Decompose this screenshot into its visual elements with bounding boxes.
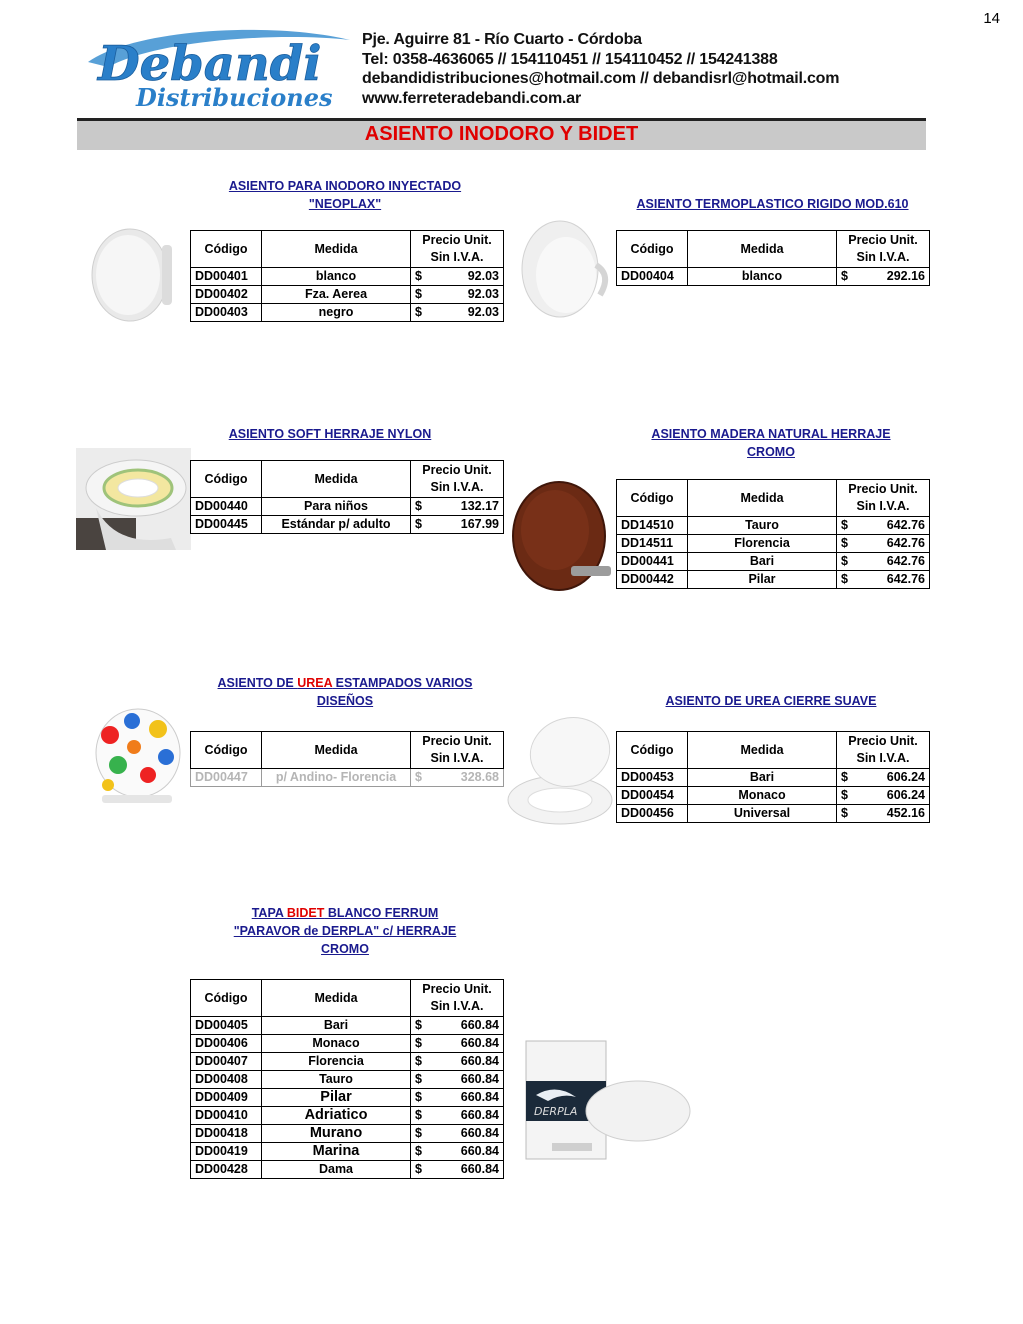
section-title-madera: ASIENTO MADERA NATURAL HERRAJE CROMO bbox=[651, 427, 891, 459]
seat-wood-image bbox=[505, 478, 617, 596]
website: www.ferreteradebandi.com.ar bbox=[362, 89, 581, 107]
price-table-termoplastico: Código Medida Precio Unit. Sin I.V.A. DD00404 blanco $ 292.16 bbox=[616, 230, 930, 286]
bidet-lid-box-image bbox=[522, 1035, 694, 1165]
price-table-bidet: Código Medida Precio Unit. Sin I.V.A. DD00405 Bari $ 660.84 DD00406 Monaco $ 660.84 DD00407 Florencia $ 660.84 DD00408 Tauro $ 660.84 DD00409 Pilar $ 660.84 DD00410 Adriatico $ 660.84 DD00418 Murano $ 660.84 DD00419 Marina $ 660.84 DD00428 Dama $ 660.84 bbox=[190, 979, 504, 1179]
table-row: DD00408 Tauro $ 660.84 bbox=[191, 1071, 504, 1089]
table-row: DD00456 Universal $ 452.16 bbox=[617, 805, 930, 823]
table-row: DD14510 Tauro $ 642.76 bbox=[617, 517, 930, 535]
table-row: DD00441 Bari $ 642.76 bbox=[617, 553, 930, 571]
seat-soft-close-image bbox=[500, 712, 618, 830]
seat-rigid-image bbox=[508, 215, 613, 325]
page-number: 14 bbox=[983, 10, 1000, 27]
table-row: DD00445 Estándar p/ adulto $ 167.99 bbox=[191, 516, 504, 534]
table-row: DD00418 Murano $ 660.84 bbox=[191, 1125, 504, 1143]
table-row: DD00428 Dama $ 660.84 bbox=[191, 1161, 504, 1179]
logo-sub-text: Distribuciones bbox=[136, 83, 333, 112]
price-table-neoplax bbox=[190, 230, 504, 322]
seat-white-image bbox=[84, 225, 184, 325]
table-row: DD00440 Para niños $ 132.17 bbox=[191, 498, 504, 516]
table-row: DD00403 negro $ 92.03 bbox=[191, 304, 504, 322]
table-row: DD00419 Marina $ 660.84 bbox=[191, 1143, 504, 1161]
table-row: DD00405 Bari $ 660.84 bbox=[191, 1017, 504, 1035]
table-row: DD00442 Pilar $ 642.76 bbox=[617, 571, 930, 589]
contact-info bbox=[362, 30, 922, 108]
section-title-neoplax: ASIENTO PARA INODORO INYECTADO "NEOPLAX" bbox=[228, 179, 462, 211]
table-row: DD00410 Adriatico $ 660.84 bbox=[191, 1107, 504, 1125]
table-row: DD00447 p/ Andino- Florencia $ 328.68 bbox=[191, 769, 504, 787]
logo bbox=[78, 22, 358, 114]
table-row: DD00407 Florencia $ 660.84 bbox=[191, 1053, 504, 1071]
price-table-soft: Código Medida Precio Unit. Sin I.V.A. DD00440 Para niños $ 132.17 DD00445 Estándar p/ adulto $ 167.99 bbox=[190, 460, 504, 534]
table-row: DD14511 Florencia $ 642.76 bbox=[617, 535, 930, 553]
section-title-soft: ASIENTO SOFT HERRAJE NYLON bbox=[228, 427, 432, 441]
phones: Tel: 0358-4636065 // 154110451 // 154110452 // 154241388 bbox=[362, 50, 778, 68]
emails: debandidistribuciones@hotmail.com // debandisrl@hotmail.com bbox=[362, 70, 840, 87]
price-table-urea-cierre: Código Medida Precio Unit. Sin I.V.A. DD00453 Bari $ 606.24 DD00454 Monaco $ 606.24 DD00456 Universal $ 452.16 bbox=[616, 731, 930, 823]
section-title-urea-estampados: ASIENTO DE UREA ESTAMPADOS VARIOS DISEÑOS bbox=[217, 676, 473, 708]
seat-soft-image bbox=[76, 448, 191, 550]
table-row: DD00404 blanco $ 292.16 bbox=[617, 268, 930, 286]
col-medida: Medida bbox=[262, 231, 411, 268]
col-code: Código bbox=[191, 231, 262, 268]
address: Pje. Aguirre 81 - Río Cuarto - Córdoba bbox=[362, 31, 642, 48]
price-table-madera: Código Medida Precio Unit. Sin I.V.A. DD14510 Tauro $ 642.76 DD14511 Florencia $ 642.76 DD00441 Bari $ 642.76 DD00442 Pilar $ 642.76 bbox=[616, 479, 930, 589]
price-table-urea-estampados: Código Medida Precio Unit. Sin I.V.A. DD00447 p/ Andino- Florencia $ 328.68 bbox=[190, 731, 504, 787]
table-row: DD00402 Fza. Aerea $ 92.03 bbox=[191, 286, 504, 304]
table-row: DD00454 Monaco $ 606.24 bbox=[617, 787, 930, 805]
page-title: ASIENTO INODORO Y BIDET bbox=[77, 118, 926, 150]
table-row: DD00409 Pilar $ 660.84 bbox=[191, 1089, 504, 1107]
table-row: DD00453 Bari $ 606.24 bbox=[617, 769, 930, 787]
section-title-termoplastico: ASIENTO TERMOPLASTICO RIGIDO MOD.610 bbox=[636, 197, 909, 211]
section-title-bidet: TAPA BIDET BLANCO FERRUM "PARAVOR de DERPLA" c/ HERRAJE CROMO bbox=[233, 906, 457, 956]
box-brand-text: DERPLA bbox=[534, 1105, 578, 1118]
logo-graphic bbox=[78, 22, 358, 114]
col-price: Precio Unit. Sin I.V.A. bbox=[411, 231, 504, 268]
section-title-urea-cierre: ASIENTO DE UREA CIERRE SUAVE bbox=[665, 694, 877, 708]
seat-flower-image bbox=[88, 705, 193, 807]
table-row: DD00401 blanco $ 92.03 bbox=[191, 268, 504, 286]
table-row: DD00406 Monaco $ 660.84 bbox=[191, 1035, 504, 1053]
logo-main-text: Debandi bbox=[98, 36, 322, 92]
